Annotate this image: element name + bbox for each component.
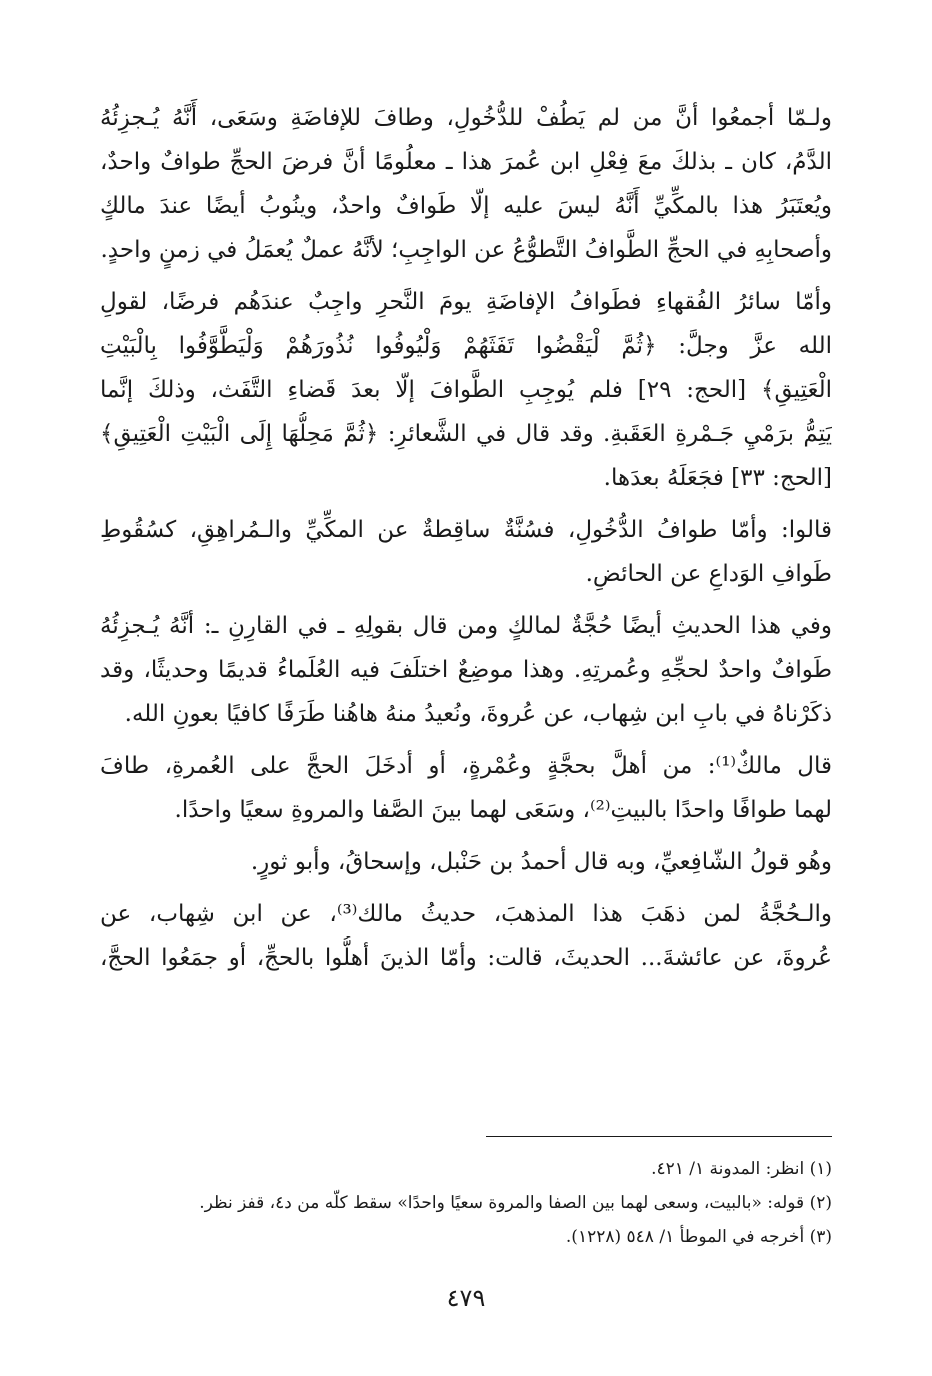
- page-number: ٤٧٩: [446, 1284, 486, 1312]
- footnotes: [100, 1152, 832, 1254]
- main-text: [100, 96, 832, 980]
- footnote-1: (١) انظر: المدونة ١/ ٤٢١.: [651, 1159, 832, 1179]
- paragraph-5: [100, 744, 832, 832]
- text-line: عُروةَ، عن عائشةَ... الحديثَ، قالت: وأمّا الذينَ أهلُّوا بالحجِّ، أو جمَعُوا الحجَّ،: [100, 945, 832, 971]
- text-line: الدَّمُ، كان ـ بذلكَ معَ فِعْلِ ابن عُمرَ هذا ـ معلُومًا أنَّ فرضَ الحجِّ طوافٌ واحدٌ،: [100, 149, 832, 175]
- paragraph-6: [100, 840, 832, 884]
- text-line: قالوا: وأمّا طوافُ الدُّخُولِ، فسُنَّةٌ ساقِطةٌ عن المكِّيِّ والـمُراهِقِ، كسُقُوطِ: [100, 517, 832, 543]
- text-line: وفي هذا الحديثِ أيضًا حُجَّةٌ لمالكٍ ومن قال بقولِهِ ـ في القارِنِ ـ: أنَّهُ يُـجزِئُهُ: [100, 613, 832, 639]
- paragraph-7: [100, 892, 832, 980]
- text-line: والـحُجَّةُ لمن ذهَبَ هذا المذهبَ، حديثُ مالك⁽³⁾، عن ابن شِهاب، عن: [100, 901, 832, 927]
- text-line: لهما طوافًا واحدًا بالبيتِ⁽²⁾، وسَعَى لهما بينَ الصَّفا والمروةِ سعيًا واحدًا.: [174, 797, 832, 823]
- text-line: الله عزَّ وجلَّ: ﴿ثُمَّ لْيَقْضُوا تَفَثَهُمْ وَلْيُوفُوا نُذُورَهُمْ وَلْيَطَّوَّفُوا بِالْبَيْتِ: [100, 333, 832, 359]
- text-line: وأصحابِهِ في الحجِّ الطَّوافُ التَّطوُّعُ عن الواجِبِ؛ لأنَّهُ عملٌ يُعمَلُ في زمنٍ واحدٍ.: [100, 237, 832, 263]
- text-line: ولـمّا أجمعُوا أنَّ من لم يَطُفْ للدُّخُولِ، وطافَ للإفاضَةِ وسَعَى، أَنَّهُ يُـجزِئُهُ: [100, 105, 832, 131]
- footnote-3: (٣) أخرجه في الموطأ ١/ ٥٤٨ (١٢٢٨).: [565, 1227, 832, 1247]
- text-line: ذكَرْناهُ في بابِ ابن شِهاب، عن عُروةَ، ونُعيدُ منهُ هاهُنا طَرَفًا كافيًا بعونِ الله.: [124, 701, 832, 727]
- text-line: قال مالكٌ⁽¹⁾: من أهلَّ بحجَّةٍ وعُمْرةٍ، أو أدخَلَ الحجَّ على العُمرةِ، طافَ: [100, 753, 832, 779]
- footnote-divider: [486, 1136, 832, 1137]
- text-line: يَتِمُّ برَمْيِ جَـمْرةِ العَقَبةِ. وقد قال في الشَّعائرِ: ﴿ثُمَّ مَحِلُّهَا إِلَى الْبَيْتِ الْعَتِيقِ﴾: [100, 421, 832, 447]
- text-line: الْعَتِيقِ﴾ [الحج: ٢٩] فلم يُوجِبِ الطَّوافَ إلّا بعدَ قَضاءِ التَّفَث، وذلكَ إنَّما: [100, 377, 832, 403]
- text-line: وأمّا سائرُ الفُقهاءِ فطَوافُ الإفاضَةِ يومَ النَّحرِ واجِبٌ عندَهُم فرضًا، لقولِ: [100, 289, 832, 315]
- text-line: وهُو قولُ الشّافِعيِّ، وبه قال أحمدُ بن حَنْبل، وإسحاقُ، وأبو ثورٍ.: [250, 849, 832, 875]
- paragraph-4: [100, 604, 832, 736]
- text-line: ويُعتَبَرُ هذا بالمكِّيِّ أَنَّهُ ليسَ عليه إلّا طَوافٌ واحدٌ، وينُوبُ أيضًا عندَ مالكٍ: [100, 193, 832, 219]
- footnote-2: (٢) قوله: «بالبيت، وسعى لهما بين الصفا والمروة سعيًا واحدًا» سقط كلّه من د٤، قفز نظر.: [199, 1193, 832, 1213]
- paragraph-3: [100, 508, 832, 596]
- text-line: طَوافٌ واحدٌ لحجِّهِ وعُمرتِهِ. وهذا موضِعٌ اختلَفَ فيه العُلَماءُ قديمًا وحديثًا، وقد: [100, 657, 832, 683]
- paragraph-1: [100, 96, 832, 272]
- text-line: طَوافِ الوَداعِ عن الحائضِ.: [585, 561, 832, 587]
- text-line: [الحج: ٣٣] فجَعَلَهُ بعدَها.: [603, 465, 832, 491]
- paragraph-2: [100, 280, 832, 500]
